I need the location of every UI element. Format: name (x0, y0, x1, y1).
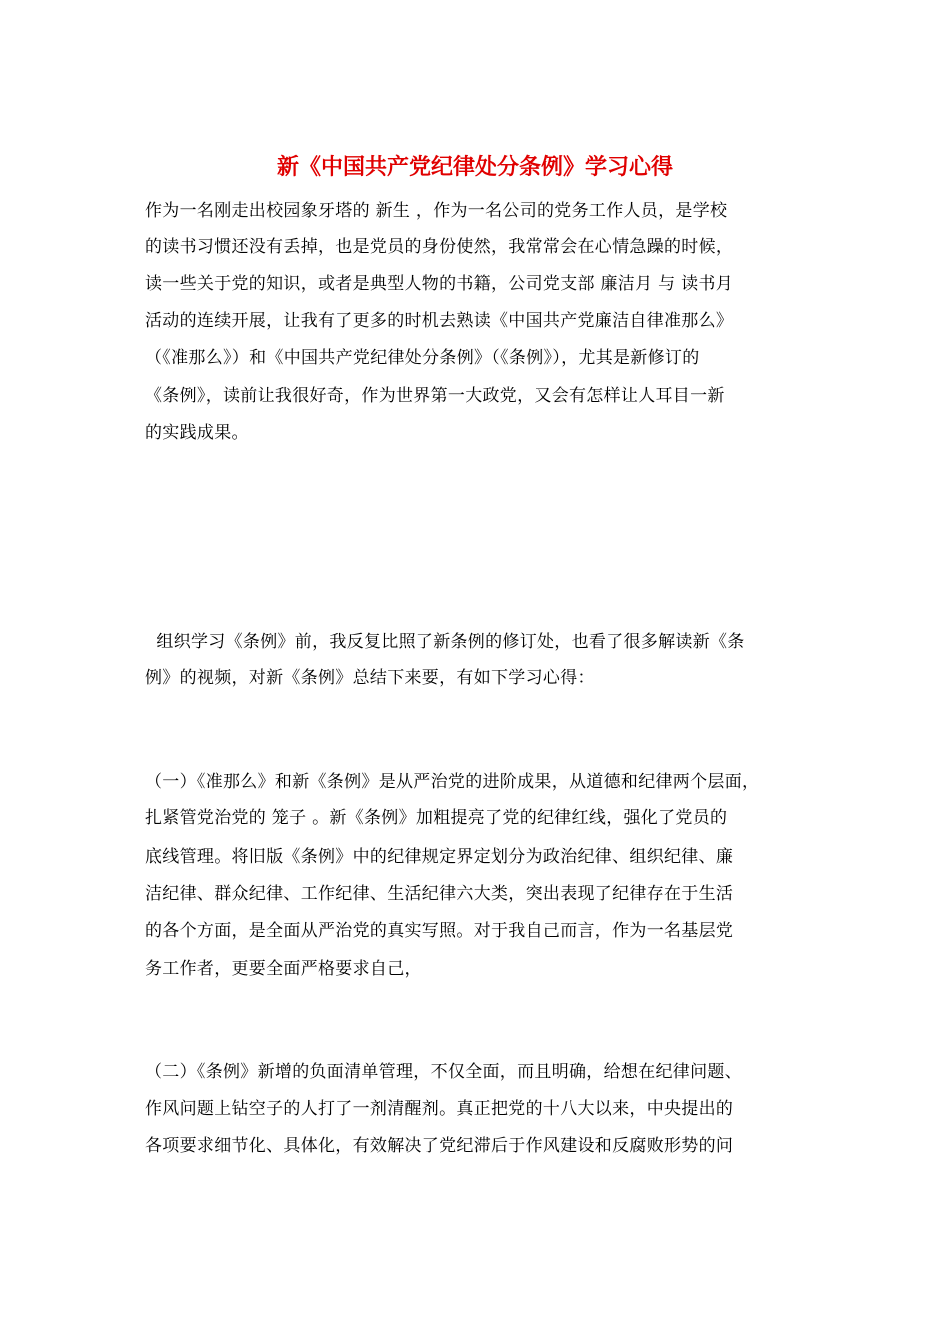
paragraph-1-line-6: 《条例》，读前让我很好奇，作为世界第一大政党，又会有怎样让人耳目一新 (145, 386, 725, 406)
paragraph-3-line-3: 底线管理。将旧版《条例》中的纪律规定界定划分为政治纪律、组织纪律、廉 (145, 847, 734, 867)
paragraph-4-line-1: （二）《条例》新增的负面清单管理，不仅全面，而且明确，给想在纪律问题、 (145, 1062, 742, 1082)
paragraph-3-line-5: 的各个方面，是全面从严治党的真实写照。对于我自己而言，作为一名基层党 (145, 921, 734, 941)
paragraph-3-line-4: 洁纪律、群众纪律、工作纪律、生活纪律六大类，突出表现了纪律存在于生活 (145, 884, 734, 904)
paragraph-1-line-1: 作为一名刚走出校园象牙塔的 新生 ，作为一名公司的党务工作人员，是学校 (145, 201, 728, 221)
paragraph-1-line-7: 的实践成果。 (145, 423, 249, 443)
paragraph-1-line-4: 活动的连续开展，让我有了更多的时机去熟读《中国共产党廉洁自律准那么》 (145, 311, 734, 331)
paragraph-1-line-3: 读一些关于党的知识，或者是典型人物的书籍，公司党支部 廉洁月 与 读书月 (145, 274, 734, 294)
paragraph-4-line-3: 各项要求细节化、具体化，有效解决了党纪滞后于作风建设和反腐败形势的问 (145, 1136, 734, 1156)
paragraph-4-line-2: 作风问题上钻空子的人打了一剂清醒剂。真正把党的十八大以来，中央提出的 (145, 1099, 734, 1119)
paragraph-3-line-2: 扎紧管党治党的 笼子 。新《条例》加粗提亮了党的纪律红线，强化了党员的 (145, 808, 728, 828)
paragraph-3-line-6: 务工作者，更要全面严格要求自己， (145, 959, 422, 979)
paragraph-3-line-1: （一）《准那么》和新《条例》是从严治党的进阶成果，从道德和纪律两个层面， (145, 772, 760, 792)
document-title: 新《中国共产党纪律处分条例》学习心得 (276, 154, 673, 180)
paragraph-1-line-5: （《准那么》）和《中国共产党纪律处分条例》（《条例》），尤其是新修订的 (145, 348, 700, 368)
paragraph-1-line-2: 的读书习惯还没有丢掉，也是党员的身份使然，我常常会在心情急躁的时候， (145, 237, 734, 257)
paragraph-2-line-2: 例》的视频，对新《条例》总结下来要，有如下学习心得： (145, 668, 595, 688)
paragraph-2-line-1: 组织学习《条例》前，我反复比照了新条例的修订处，也看了很多解读新《条 (145, 632, 745, 652)
